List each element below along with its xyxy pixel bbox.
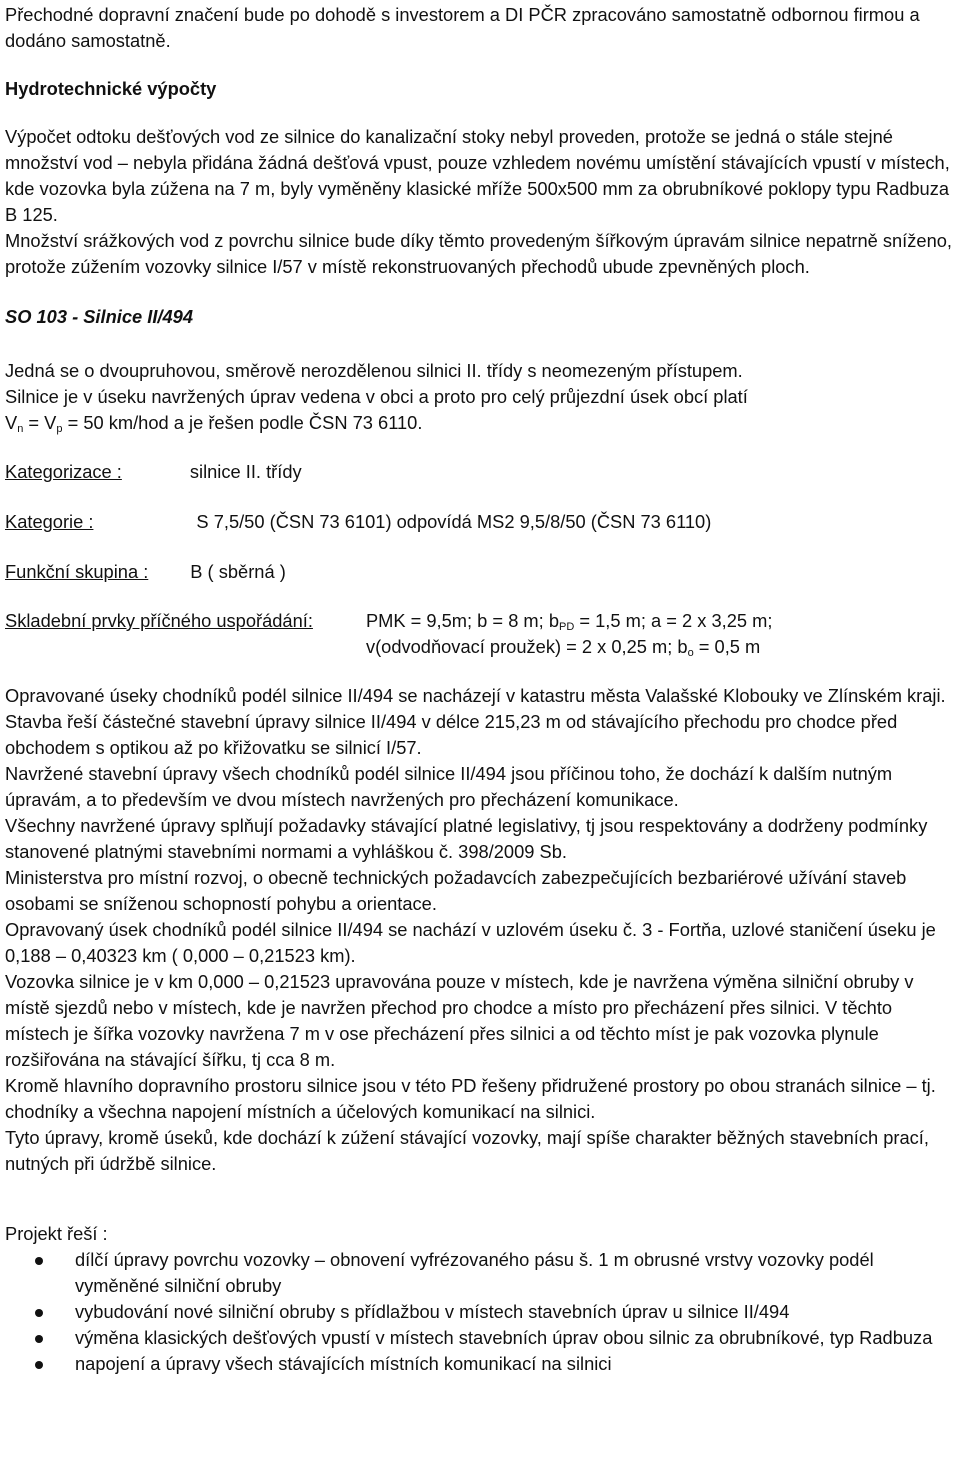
param-row-kategorizace — [5, 459, 955, 485]
funkcni-skupina-label: Funkční skupina : — [5, 561, 149, 582]
body-text — [5, 683, 955, 1177]
body-paragraph: Kromě hlavního dopravního prostoru silnice jsou v této PD řešeny přidružené prostory po obou stranách silnice – tj. chodníky a všechna napojení místních a účelových komunikací na silnici. — [5, 1075, 936, 1122]
body-paragraph: Ministerstva pro místní rozvoj, o obecně technických požadavcích zabezpečujících bezbariérové užívání staveb osobami se sníženou schopností pohybu a orientace. — [5, 867, 907, 914]
so103-paragraph-1: Jedná se o dvoupruhovou, směrově nerozdělenou silnici II. třídy s neomezeným přístupem. — [5, 360, 743, 381]
body-paragraph: Opravovaný úsek chodníků podél silnice II/494 se nachází v uzlovém úseku č. 3 - Fortňa, uzlové staničení úseku je 0,188 – 0,40323 km ( 0,000 – 0,21523 km). — [5, 919, 936, 966]
body-paragraph: Opravované úseky chodníků podél silnice II/494 se nacházejí v katastru města Valašské Klobouky ve Zlínském kraji. — [5, 685, 946, 706]
list-item: výměna klasických dešťových vpustí v místech stavebních úprav obou silnic za obrubníkové, typ Radbuza — [5, 1325, 955, 1351]
list-item: napojení a úpravy všech stávajících místních komunikací na silnici — [5, 1351, 955, 1377]
projekt-heading: Projekt řeší : — [5, 1223, 108, 1244]
projekt-list — [5, 1247, 955, 1377]
intro-paragraph: Přechodné dopravní značení bude po dohodě s investorem a DI PČR zpracováno samostatně odbornou firmou a dodáno samostatně. — [5, 4, 920, 51]
bullet-icon — [35, 1309, 43, 1317]
list-item: dílčí úpravy povrchu vozovky – obnovení vyfrézovaného pásu š. 1 m obrusné vrstvy vozovky podél vyměněné silniční obruby — [5, 1247, 955, 1299]
bullet-icon — [35, 1361, 43, 1369]
body-paragraph: Navržené stavební úpravy všech chodníků podél silnice II/494 jsou příčinou toho, že dochází k dalším nutným úpravám, a to především ve dvou místech navržených pro přecházení komunikace. — [5, 763, 893, 810]
bullet-icon — [35, 1257, 43, 1265]
body-paragraph: Všechny navržené úpravy splňují požadavky stávající platné legislativy, tj jsou respektovány a dodrženy podmínky stanovené platnými stavebními normami a vyhláškou č. 398/2009 Sb. — [5, 815, 928, 862]
so103-heading: SO 103 - Silnice II/494 — [5, 306, 193, 327]
body-paragraph: Tyto úpravy, kromě úseků, kde dochází k zúžení stávající vozovky, mají spíše charakter běžných stavebních prací, nutných při údržbě silnice. — [5, 1127, 929, 1174]
skladebni-prvky-value — [366, 608, 773, 660]
kategorie-value: S 7,5/50 (ČSN 73 6101) odpovídá MS2 9,5/8/50 (ČSN 73 6110) — [196, 511, 712, 532]
param-row-kategorie — [5, 509, 955, 535]
document-page — [5, 0, 955, 1377]
funkcni-skupina-value: B ( sběrná ) — [190, 561, 286, 582]
so103-speed-line: $V_n = V_p = 50$ km/hod a je řešen podle ČSN 73 6110. — [5, 412, 423, 435]
list-item: vybudování nové silniční obruby s přídlažbou v místech stavebních úprav u silnice II/494 — [5, 1299, 955, 1325]
skladebni-prvky-label: Skladební prvky příčného uspořádání: — [5, 610, 313, 631]
param-row-skladebni-prvky — [5, 608, 955, 660]
body-paragraph: Vozovka silnice je v km 0,000 – 0,21523 upravována pouze v místech, kde je navržena výměna silniční obruby v místě sjezdů nebo v místech, kde je navržen přechod pro chodce a místo pro přecházení přes silnici. V těchto místech je šířka vozovky navržena 7 m v ose přecházení přes silnici a od těchto míst je pak vozovka plynule rozšiřována na stávající šířku, tj cca 8 m. — [5, 971, 914, 1070]
hydro-heading: Hydrotechnické výpočty — [5, 78, 217, 99]
skladebni-line-1: PMK = 9,5m; b = 8 m; $b_{PD} = 1,5$ m; a = 2 x 3,25 m; — [365, 610, 773, 633]
so103-paragraph-2: Silnice je v úseku navržených úprav vedena v obci a proto pro celý průjezdní úsek obcí platí — [5, 386, 748, 407]
skladebni-line-2: v(odvodňovací proužek) = 2 x 0,25 m; $b_o = 0,5$ m — [365, 636, 761, 659]
kategorizace-value: silnice II. třídy — [189, 461, 302, 482]
hydro-paragraph-1: Výpočet odtoku dešťových vod ze silnice do kanalizační stoky nebyl proveden, protože se jedná o stále stejné množství vod – nebyla přidána žádná dešťová vpust, pouze vzhledem novému umístění stávajících vpustí v místech, kde vozovka byla zúžena na 7 m, byly vyměněny klasické mříže 500x500 mm za obrubníkové poklopy typu Radbuza B 125. — [5, 126, 950, 225]
kategorizace-label: Kategorizace : — [5, 461, 122, 482]
hydro-paragraph-2: Množství srážkových vod z povrchu silnice bude díky těmto provedeným šířkovým úpravám silnice nepatrně sníženo, protože zúžením vozovky silnice I/57 v místě rekonstruovaných přechodů ubude zpevněných ploch. — [5, 230, 952, 277]
body-paragraph: Stavba řeší částečné stavební úpravy silnice II/494 v délce 215,23 m od stávajícího přechodu pro chodce před obchodem s optikou až po křižovatku se silnicí I/57. — [5, 711, 898, 758]
kategorie-label: Kategorie : — [5, 511, 94, 532]
bullet-icon — [35, 1335, 43, 1343]
param-row-funkcni-skupina — [5, 559, 955, 585]
